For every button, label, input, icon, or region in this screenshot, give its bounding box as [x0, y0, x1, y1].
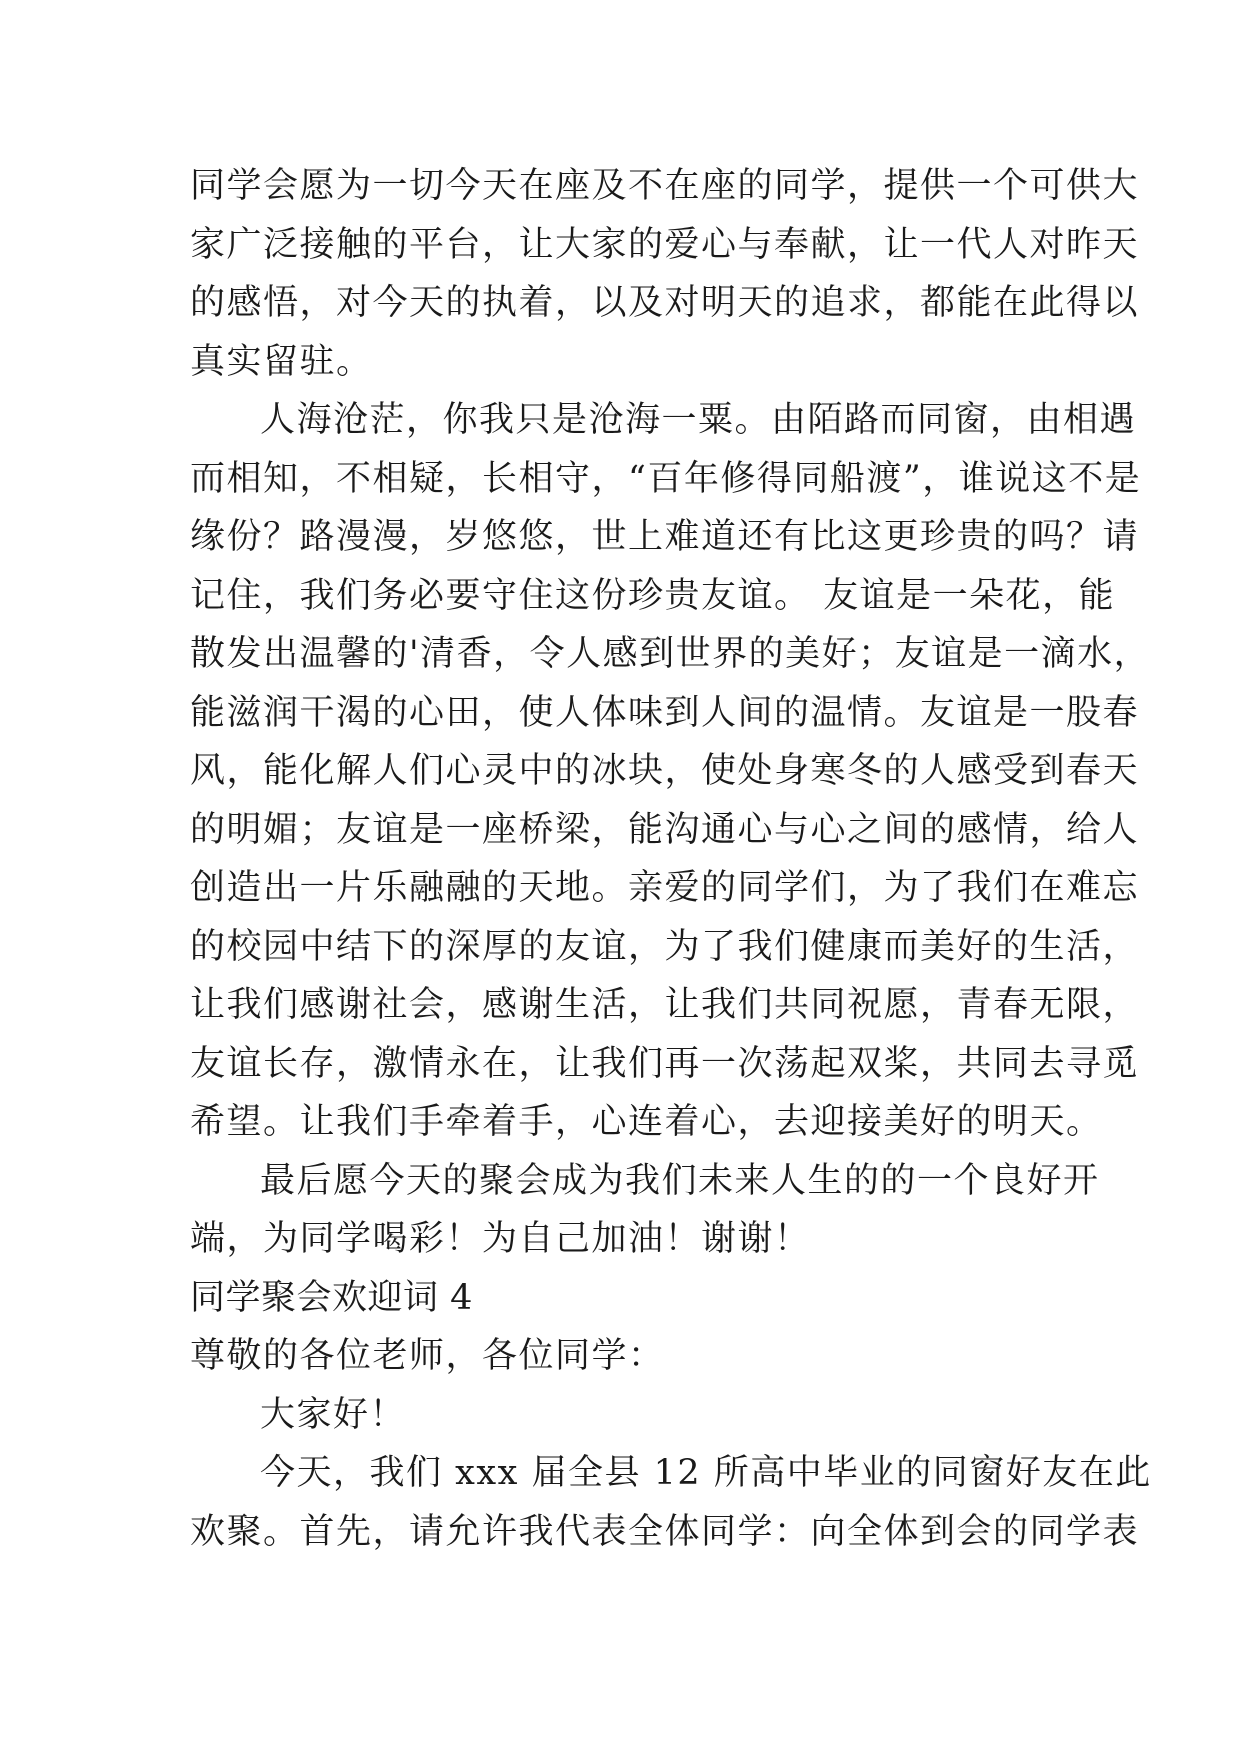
- text-line: 的明媚；友谊是一座桥梁，能沟通心与心之间的感情，给人: [190, 809, 1140, 850]
- text-line: 端，为同学喝彩！为自己加油！谢谢！: [190, 1219, 811, 1259]
- document-body: [190, 157, 1152, 1561]
- text-line: 家广泛接触的平台，让大家的爱心与奉献，让一代人对昨天: [190, 224, 1140, 265]
- text-line: 缘份？路漫漫，岁悠悠，世上难道还有比这更珍贵的吗？请: [190, 517, 1140, 557]
- text-line: 风，能化解人们心灵中的冰块，使处身寒冬的人感受到春天: [190, 751, 1140, 791]
- text-line: 真实留驻。: [190, 341, 373, 382]
- text-line: 友谊长存，激情永在，让我们再一次荡起双桨，共同去寻觅: [190, 1043, 1140, 1084]
- text-line: 让我们感谢社会，感谢生活，让我们共同祝愿，青春无限，: [190, 985, 1140, 1025]
- text-line: 同学会愿为一切今天在座及不在座的同学，提供一个可供大: [190, 166, 1140, 206]
- salutation: 尊敬的各位老师，各位同学：: [190, 1336, 665, 1376]
- text-line: 欢聚。首先，请允许我代表全体同学：向全体到会的同学表: [190, 1511, 1140, 1552]
- greeting: 大家好！: [260, 1394, 407, 1435]
- paragraph-start-line: 人海沧茫，你我只是沧海一粟。由陌路而同窗，由相遇: [260, 400, 1137, 440]
- text-line: 创造出一片乐融融的天地。亲爱的同学们，为了我们在难忘: [190, 868, 1140, 908]
- paragraph-start-line: 最后愿今天的聚会成为我们未来人生的的一个良好开: [260, 1160, 1100, 1201]
- text-line: 的校园中结下的深厚的友谊，为了我们健康而美好的生活，: [190, 926, 1140, 967]
- text-line: 而相知，不相疑，长相守，“百年修得同船渡”，谁说这不是: [190, 458, 1142, 499]
- paragraph-start-line: 今天，我们 xxx 届全县 12 所高中毕业的同窗好友在此: [260, 1453, 1152, 1493]
- text-line: 记住，我们务必要守住这份珍贵友谊。 友谊是一朵花，能: [190, 575, 1116, 616]
- text-line: 希望。让我们手牵着手，心连着心，去迎接美好的明天。: [190, 1102, 1103, 1142]
- text-line: 能滋润干渴的心田，使人体味到人间的温情。友谊是一股春: [190, 692, 1140, 733]
- text-line: 的感悟，对今天的执着，以及对明天的追求，都能在此得以: [190, 283, 1140, 323]
- text-line: 散发出温馨的'清香，令人感到世界的美好；友谊是一滴水，: [190, 634, 1151, 674]
- section-heading: 同学聚会欢迎词 4: [190, 1277, 473, 1318]
